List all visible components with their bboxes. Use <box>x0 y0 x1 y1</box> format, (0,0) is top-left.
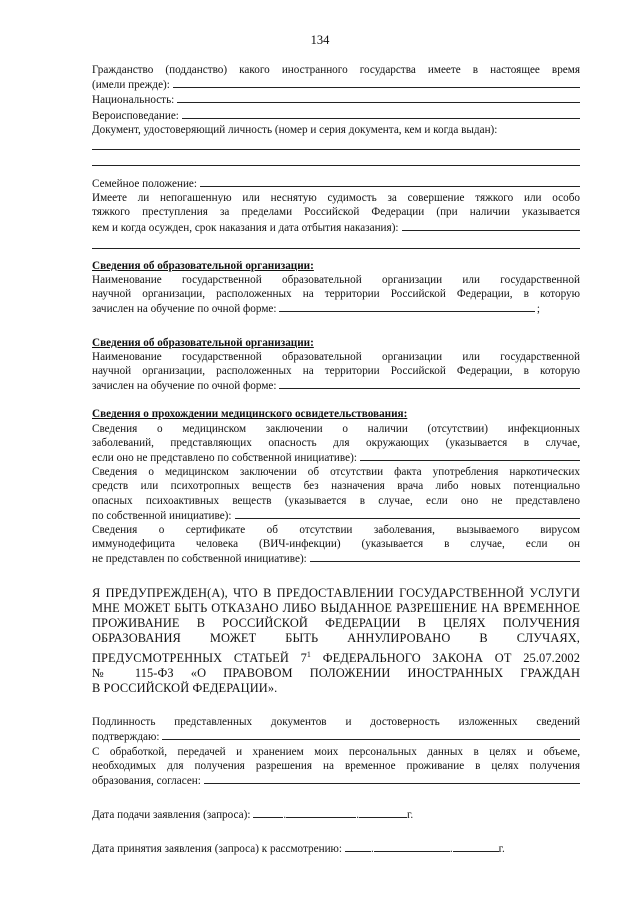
edu-org-2-text-1: Наименование государственной образовательной организации или государственной <box>92 350 580 363</box>
medical-infections-text-2: заболеваний, представляющих опасность для окружающих (указывается в случае, <box>92 436 580 449</box>
authenticity-row <box>92 729 580 744</box>
consent-row <box>92 773 580 788</box>
medical-heading: Сведения о прохождении медицинского освидетельствования: <box>92 408 408 421</box>
edu-org-heading-2: Сведения об образовательной организации: <box>92 336 314 349</box>
medical-infections-field[interactable] <box>360 450 580 461</box>
medical-narcotics-text-3: опасных психоактивных веществ (указывается в случае, если оно не представлено <box>92 494 580 507</box>
edu-org-2-text-2: научной организации, расположенных на территории Российской Федерации, в которую <box>92 365 580 378</box>
warning-line-2: МНЕ МОЖЕТ БЫТЬ ОТКАЗАНО ЛИБО ВЫДАННОЕ РАЗРЕШЕНИЕ НА ВРЕМЕННОЕ <box>92 600 580 615</box>
nationality-field[interactable] <box>177 92 580 103</box>
edu-org-terminator: ; <box>536 303 540 316</box>
submission-date-separator-2: . <box>356 809 360 822</box>
acceptance-year-field[interactable] <box>453 841 499 852</box>
submission-year-suffix: г. <box>407 809 414 822</box>
edu-org-2-label: зачислен на обучение по очной форме: <box>92 380 277 393</box>
religion-field[interactable] <box>182 108 580 119</box>
acceptance-date-label: Дата принятия заявления (запроса) к рассмотрению: <box>92 843 343 856</box>
warning-line-5b: ФЕДЕРАЛЬНОГО ЗАКОНА ОТ 25.07.2002 <box>311 650 581 665</box>
edu-org-text-1: Наименование государственной образовательной организации или государственной <box>92 274 580 287</box>
authenticity-signature-field[interactable] <box>162 729 580 740</box>
citizenship-row <box>92 77 580 92</box>
consent-text-2: необходимых для получения разрешения на временное проживание в целях получения <box>92 759 580 772</box>
medical-narcotics-label: по собственной инициативе): <box>92 509 232 522</box>
religion-label: Вероисповедание: <box>92 109 179 122</box>
citizenship-field[interactable] <box>173 77 580 88</box>
submission-year-field[interactable] <box>359 807 407 818</box>
medical-hiv-field[interactable] <box>310 551 580 562</box>
warning-line-5 <box>92 647 580 666</box>
edu-org-heading: Сведения об образовательной организации: <box>92 259 314 272</box>
medical-hiv-text-2: иммунодефицита человека (ВИЧ-инфекции) (указывается в случае, если он <box>92 538 580 551</box>
nationality-label: Национальность: <box>92 94 175 107</box>
submission-date-row <box>92 807 580 822</box>
medical-narcotics-field[interactable] <box>235 508 580 519</box>
submission-day-field[interactable] <box>253 807 283 818</box>
medical-hiv-row <box>92 551 580 566</box>
id-document-field-1[interactable] <box>92 139 580 150</box>
form-body <box>92 63 580 857</box>
medical-narcotics-text-2: средств или психотропных веществ без назначения врача либо новых потенциально <box>92 480 580 493</box>
religion-row <box>92 108 580 123</box>
medical-infections-text-1: Сведения о медицинском заключении о наличии (отсутствии) инфекционных <box>92 422 580 435</box>
warning-line-5a: ПРЕДУСМОТРЕННЫХ СТАТЬЕЙ 7 <box>92 650 307 665</box>
edu-org-text-2: научной организации, расположенных на территории Российской Федерации, в которую <box>92 288 580 301</box>
edu-org-row <box>92 301 580 316</box>
warning-line-4: ОБРАЗОВАНИЯ МОЖЕТ БЫТЬ АННУЛИРОВАНО В СЛУЧАЯХ, <box>92 631 580 646</box>
submission-month-field[interactable] <box>286 807 356 818</box>
acceptance-date-separator-2: . <box>449 843 453 856</box>
acceptance-month-field[interactable] <box>374 841 450 852</box>
marital-status-row <box>92 176 580 191</box>
criminal-record-label: Имеете ли непогашенную или неснятую судимость за совершение тяжкого или особо <box>92 192 580 205</box>
id-document-label: Документ, удостоверяющий личность (номер и серия документа, кем и когда выдан): <box>92 123 498 136</box>
warning-line-1: Я ПРЕДУПРЕЖДЕН(А), ЧТО В ПРЕДОСТАВЛЕНИИ ГОСУДАРСТВЕННОЙ УСЛУГИ <box>92 585 580 600</box>
medical-narcotics-text-1: Сведения о медицинском заключении об отсутствии факта употребления наркотических <box>92 466 580 479</box>
warning-line-3: ПРОЖИВАНИЕ В РОССИЙСКОЙ ФЕДЕРАЦИИ В ЦЕЛЯХ ПОЛУЧЕНИЯ <box>92 616 580 631</box>
consent-signature-field[interactable] <box>204 773 580 784</box>
acceptance-date-separator: . <box>371 843 374 856</box>
criminal-record-row <box>92 220 580 235</box>
consent-text-1: С обработкой, передачей и хранением моих персональных данных в целях и объеме, <box>92 745 580 758</box>
edu-org-2-field[interactable] <box>279 378 580 389</box>
consent-label: образования, согласен: <box>92 775 201 788</box>
medical-narcotics-row <box>92 508 580 523</box>
citizenship-label-cont: (имели прежде): <box>92 79 170 92</box>
warning-superscript: 1 <box>306 649 312 659</box>
nationality-row <box>92 92 580 107</box>
edu-org-label: зачислен на обучение по очной форме: <box>92 303 277 316</box>
id-document-field-2[interactable] <box>92 155 580 166</box>
criminal-record-label-2: тяжкого преступления за пределами Российской Федерации (при наличии указывается <box>92 206 580 219</box>
medical-infections-label: если оно не представлено по собственной инициативе): <box>92 452 357 465</box>
authenticity-label: подтверждаю: <box>92 731 160 744</box>
criminal-record-field-2[interactable] <box>92 238 580 249</box>
authenticity-text: Подлинность представленных документов и достоверность изложенных сведений <box>92 716 580 729</box>
marital-status-field[interactable] <box>200 176 580 187</box>
medical-hiv-text-1: Сведения о сертификате об отсутствии заболевания, вызываемого вирусом <box>92 524 580 537</box>
acceptance-date-row <box>92 841 580 856</box>
warning-line-7: В РОССИЙСКОЙ ФЕДЕРАЦИИ». <box>92 681 278 696</box>
submission-date-label: Дата подачи заявления (запроса): <box>92 809 251 822</box>
medical-infections-row <box>92 450 580 465</box>
criminal-record-field[interactable] <box>402 220 580 231</box>
medical-hiv-label: не представлен по собственной инициативе): <box>92 553 307 566</box>
acceptance-day-field[interactable] <box>345 841 371 852</box>
warning-line-6: № 115-ФЗ «О ПРАВОВОМ ПОЛОЖЕНИИ ИНОСТРАННЫХ ГРАЖДАН <box>92 665 580 680</box>
marital-status-label: Семейное положение: <box>92 178 198 191</box>
citizenship-label: Гражданство (подданство) какого иностранного государства имеете в настоящее время <box>92 64 580 76</box>
warning-text <box>92 586 580 697</box>
criminal-record-label-3: кем и когда осужден, срок наказания и дата отбытия наказания): <box>92 221 399 234</box>
page-number: 134 <box>310 33 330 47</box>
edu-org-2-row <box>92 378 580 393</box>
edu-org-field[interactable] <box>279 301 534 312</box>
submission-date-separator: . <box>283 809 287 822</box>
acceptance-year-suffix: г. <box>498 843 505 856</box>
